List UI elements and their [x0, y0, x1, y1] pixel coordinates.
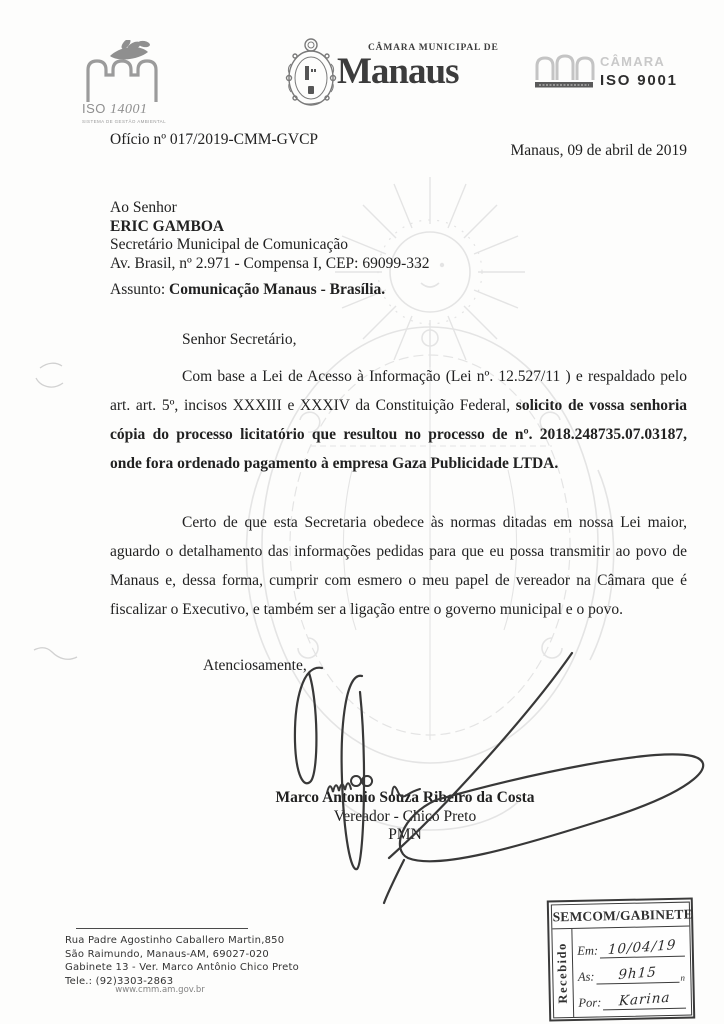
signer-block [245, 789, 565, 845]
margin-scan-marks [34, 363, 77, 659]
stamp-field-por-value: Karina [617, 989, 671, 1009]
logo-camara-municipal-manaus [337, 44, 499, 90]
date-line: Manaus, 09 de abril de 2019 [510, 142, 687, 159]
signer-name: Marco Antonio Souza Ribeiro da Costa [275, 789, 535, 806]
stamp-field-por-line [603, 989, 685, 1010]
recipient-address: Av. Brasil, nº 2.971 - Compensa I, CEP: 69099-332 [110, 254, 430, 272]
camara-municipal-de-label: CÂMARA MUNICIPAL DE [368, 43, 499, 53]
footer-website: www.cmm.am.gov.br [115, 985, 205, 995]
paragraph-request [110, 362, 687, 478]
stamp-field-por [578, 982, 686, 1010]
footer-address-block [65, 934, 299, 988]
footer-address-line: Rua Padre Agostinho Caballero Martin,850 [65, 935, 285, 946]
footer-divider [76, 928, 248, 929]
stamp-field-as-value: 9h15 [618, 963, 658, 983]
arches-icon [533, 52, 597, 90]
stamp-field-em-line [600, 937, 685, 958]
subject-text: Comunicação Manaus - Brasília. [169, 281, 386, 298]
stamp-field-por-label: Por: [578, 994, 602, 1010]
manaus-crest-icon [283, 36, 339, 108]
signer-role: Vereador - Chico Preto [333, 807, 477, 825]
logo-cmm-iso14001 [82, 40, 200, 124]
stamp-field-as [577, 956, 685, 984]
stamp-outer-border [547, 897, 696, 1021]
cmm-leaf-hand-icon [82, 40, 194, 104]
recipient-name: ERIC GAMBOA [110, 217, 225, 235]
stamp-field-as-suffix: n [680, 972, 685, 983]
stamp-recebido-label: Recebido [552, 929, 574, 1017]
paragraph-justification: Certo de que esta Secretaria obedece às normas ditadas em nossa Lei maior, aguardo o detalhamento das informações pedidas para que eu possa transmitir ao povo de Manaus e, dessa forma, cumprir com esmero o meu papel de vereador na Câmara que é fiscalizar o Executivo, e também ser a ligação entre o governo municipal e o povo. [110, 514, 687, 618]
signer-party: PMN [388, 826, 422, 843]
greeting-line: Senhor Secretário, [182, 331, 297, 348]
paragraph-request-normal: Com base a Lei de Acesso à Informação (Lei nº. 12.527/11 ) e respaldado pelo art. art. 5º, incisos XXXIII e XXXIV da Constituição Federal, [110, 368, 687, 414]
footer-address-line: Tele.: (92)3303-2863 [65, 975, 174, 987]
footer-address-line: São Raimundo, Manaus-AM, 69027-020 [65, 948, 269, 960]
logo-camara-iso9001 [533, 52, 678, 90]
manaus-wordmark: Manaus [337, 50, 459, 92]
iso9001-label: ISO 9001 [600, 72, 678, 89]
paragraph-request-bold: solicito de vossa senhoria cópia do processo licitatório que resultou no processo de nº. 2018.248735.07.03187, onde fora ordenado pagamento à empresa Gaza Publicidade LTDA. [110, 397, 687, 472]
stamp-field-em [577, 930, 685, 958]
received-stamp [547, 897, 696, 1021]
stamp-field-as-line [596, 963, 679, 984]
stamp-field-em-label: Em: [577, 942, 599, 958]
closing-line: Atenciosamente, [203, 657, 307, 674]
iso14001-label: ISO 14001 [82, 101, 148, 117]
stamp-field-em-value: 10/04/19 [607, 936, 677, 958]
subject-line [110, 281, 385, 299]
oficio-reference: Ofício nº 017/2019-CMM-GVCP [110, 131, 319, 148]
stamp-header: SEMCOM/GABINETE [551, 902, 688, 929]
subject-label: Assunto: [110, 281, 169, 298]
stamp-field-as-label: As: [577, 969, 595, 984]
stamp-inner-border [550, 901, 691, 1018]
footer-address-line: Gabinete 13 - Ver. Marco Antônio Chico Preto [65, 962, 299, 973]
camara-label: CÂMARA [600, 54, 665, 69]
iso14001-subtext: SISTEMA DE GESTÃO AMBIENTAL [82, 119, 166, 124]
recipient-salutation: Ao Senhor [110, 199, 177, 216]
recipient-title: Secretário Municipal de Comunicação [110, 236, 349, 253]
recipient-block [110, 199, 430, 273]
